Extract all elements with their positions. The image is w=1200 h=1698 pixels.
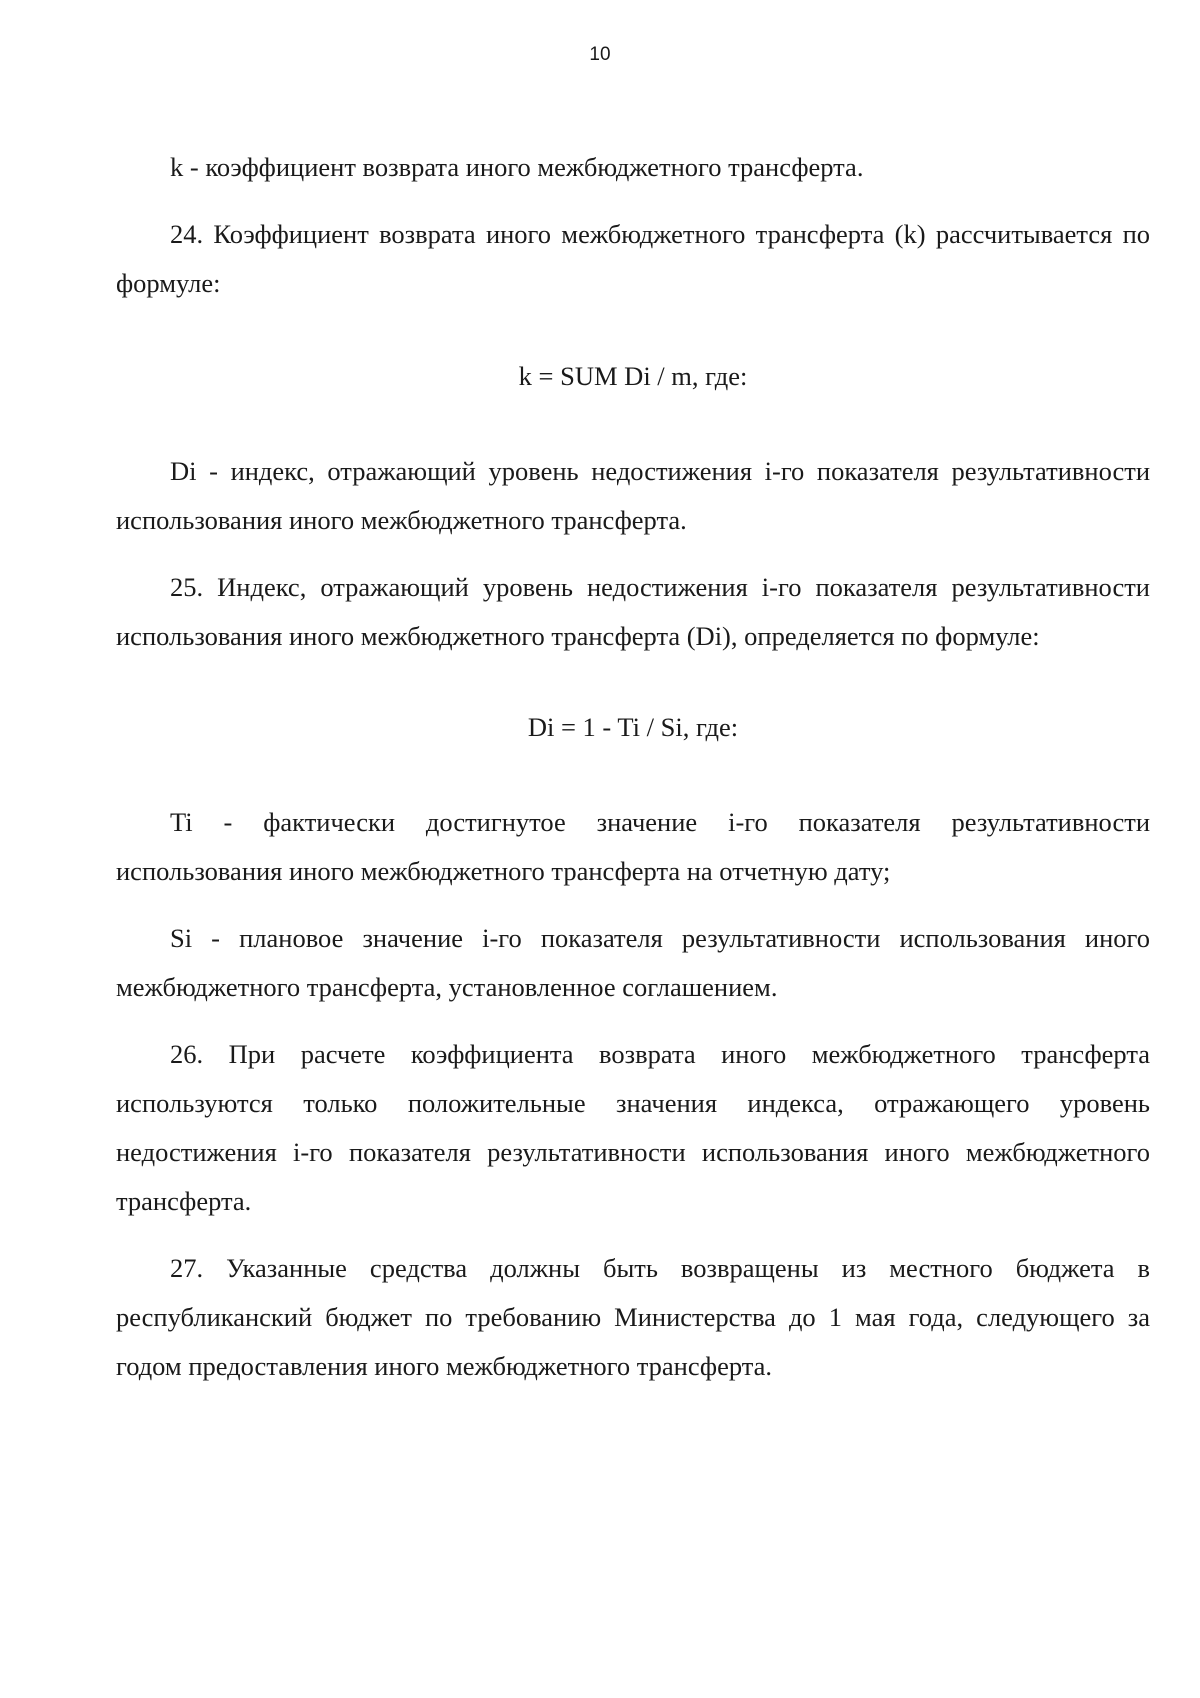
clause-24: 24. Коэффициент возврата иного межбюджетного трансферта (k) рассчитывается по формуле: [116,219,1150,298]
formula-di: Di = 1 - Ti / Si, где: [527,712,739,742]
document-body [116,143,1150,1409]
formula-k: k = SUM Di / m, где: [518,361,748,391]
clause-26: 26. При расчете коэффициента возврата иного межбюджетного трансферта используются только положительные значения индекса, отражающего уровень недостижения i-го показателя результативности использования иного межбюджетного трансферта. [116,1039,1150,1216]
definition-di: Di - индекс, отражающий уровень недостижения i-го показателя результативности использования иного межбюджетного трансферта. [116,456,1150,535]
definition-ti: Ti - фактически достигнутое значение i-го показателя результативности использования иного межбюджетного трансферта на отчетную дату; [116,807,1150,886]
definition-k: k - коэффициент возврата иного межбюджетного трансферта. [170,152,864,182]
definition-si: Si - плановое значение i-го показателя результативности использования иного межбюджетного трансферта, установленное соглашением. [116,923,1150,1002]
clause-25: 25. Индекс, отражающий уровень недостижения i-го показателя результативности использования иного межбюджетного трансферта (Di), определяется по формуле: [116,572,1150,651]
clause-27: 27. Указанные средства должны быть возвращены из местного бюджета в республиканский бюджет по требованию Министерства до 1 мая года, следующего за годом предоставления иного межбюджетного трансферта. [116,1253,1150,1381]
page-number: 10 [589,44,611,65]
